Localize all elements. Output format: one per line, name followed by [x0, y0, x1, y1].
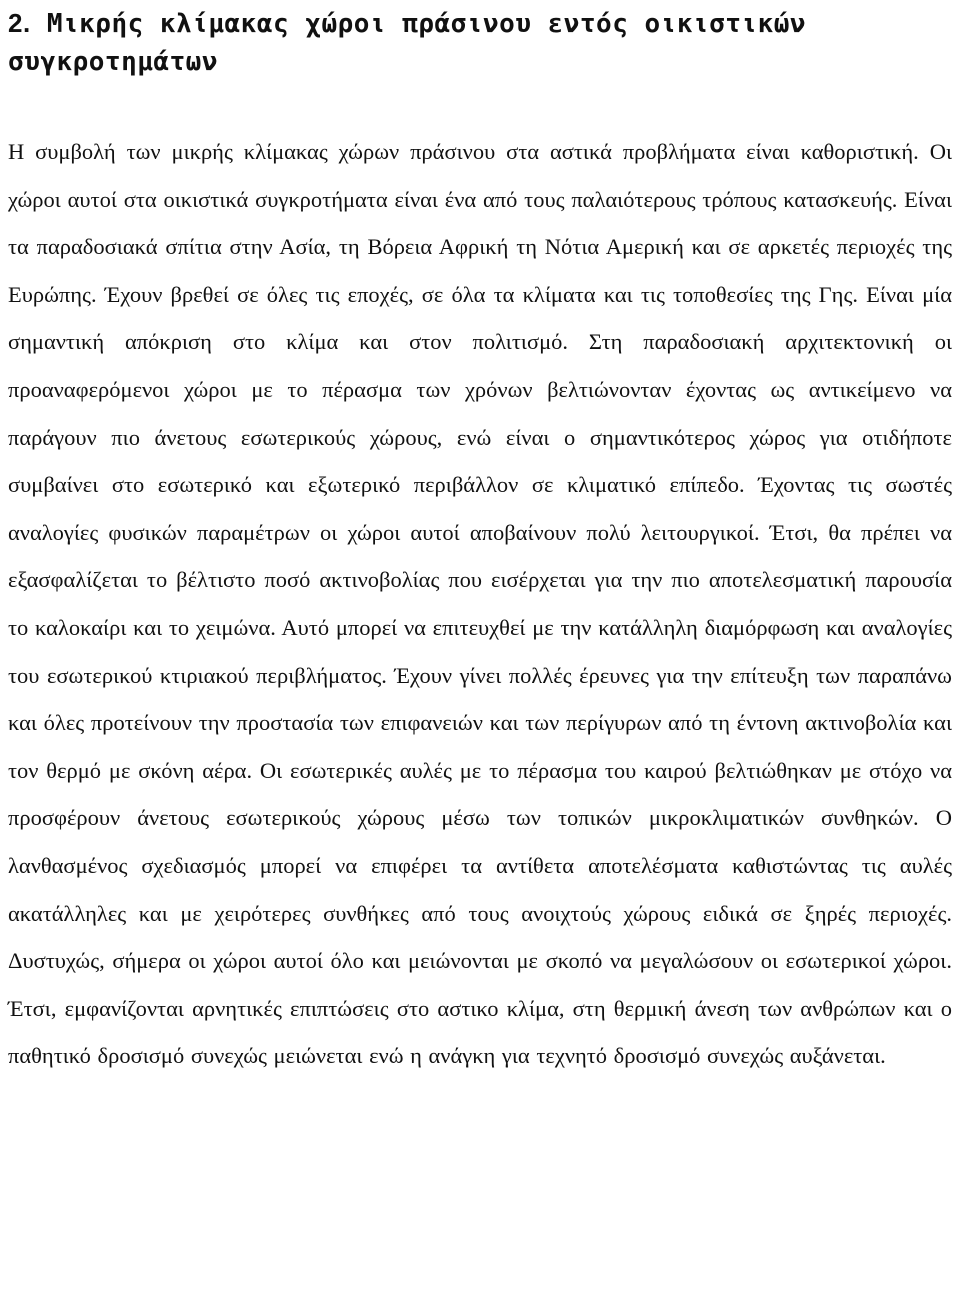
section-title: Μικρής κλίμακας χώροι πράσινου εντός οικιστικών συγκροτημάτων	[8, 9, 807, 77]
section-heading	[8, 0, 952, 81]
body-paragraph: Η συμβολή των μικρής κλίμακας χώρων πράσινου στα αστικά προβλήματα είναι καθοριστική. Οι χώροι αυτοί στα οικιστικά συγκροτήματα είναι ένα από τους παλαιότερους τρόπους κατασκευής. Είναι τα παραδοσιακά σπίτια στην Ασία, τη Βόρεια Αφρική τη Νότια Αμερική και σε αρκετές περιοχές της Ευρώπης. Έχουν βρεθεί σε όλες τις εποχές, σε όλα τα κλίματα και τις τοποθεσίες της Γης. Είναι μία σημαντική απόκριση στο κλίμα και στον πολιτισμό. Στη παραδοσιακή αρχιτεκτονική οι προαναφερόμενοι χώροι με το πέρασμα των χρόνων βελτιώνονταν έχοντας ως αντικείμενο να παράγουν πιο άνετους εσωτερικούς χώρους, ενώ είναι ο σημαντικότερος χώρος για οτιδήποτε συμβαίνει στο εσωτερικό και εξωτερικό περιβάλλον σε κλιματικό επίπεδο. Έχοντας τις σωστές αναλογίες φυσικών παραμέτρων οι χώροι αυτοί αποβαίνουν πολύ λειτουργικοί. Έτσι, θα πρέπει να εξασφαλίζεται το βέλτιστο ποσό ακτινοβολίας που εισέρχεται για την πιο αποτελεσματική παρουσία το καλοκαίρι και το χειμώνα. Αυτό μπορεί να επιτευχθεί με την κατάλληλη διαμόρφωση και αναλογίες του εσωτερικού κτιριακού περιβλήματος. Έχουν γίνει πολλές έρευνες για την επίτευξη των παραπάνω και όλες προτείνουν την προστασία των επιφανειών και των περίγυρων από τη έντονη ακτινοβολία και τον θερμό με σκόνη αέρα. Οι εσωτερικές αυλές με το πέρασμα του καιρού βελτιώθηκαν με στόχο να προσφέρουν άνετους εσωτερικούς χώρους μέσω των τοπικών μικροκλιματικών συνθηκών. Ο λανθασμένος σχεδιασμός μπορεί να επιφέρει τα αντίθετα αποτελέσματα καθιστώντας τις αυλές ακατάλληλες και με χειρότερες συνθήκες από τους ανοιχτούς χώρους ειδικά σε ξηρές περιοχές. Δυστυχώς, σήμερα οι χώροι αυτοί όλο και μειώνονται με σκοπό να μεγαλώσουν οι εσωτερικοί χώροι. Έτσι, εμφανίζονται αρνητικές επιπτώσεις στο αστικο κλίμα, στη θερμική άνεση των ανθρώπων και ο παθητικό δροσισμό συνεχώς μειώνεται ενώ η ανάγκη για τεχνητό δροσισμό συνεχώς αυξάνεται.	[8, 139, 952, 1069]
section-number: 2.	[8, 8, 31, 38]
